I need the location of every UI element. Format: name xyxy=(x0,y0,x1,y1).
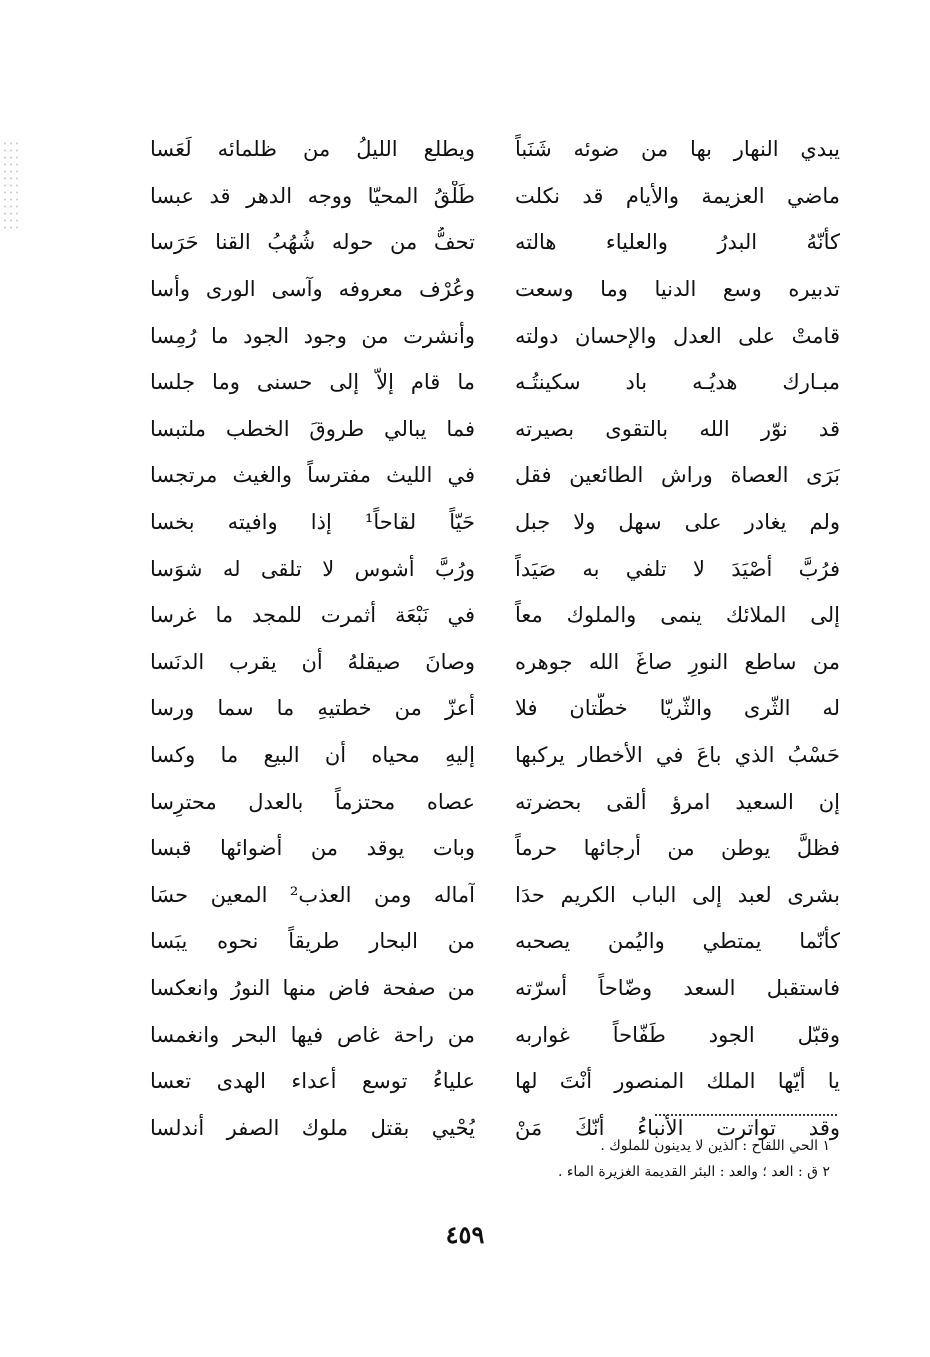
footnote-1: ١ الحي اللقاح : الذين لا يدينون للملوك . xyxy=(600,1138,830,1154)
verse-line xyxy=(150,592,840,639)
verse-second-hemistich: آماله ومن العذب² المعين حسَا xyxy=(150,882,475,907)
footnote-2: ٢ ق : العد ؛ والعد : البئر القديمة الغزيرة الماء . xyxy=(557,1164,830,1180)
verse-line xyxy=(150,406,840,453)
verse-first-hemistich: فرُبَّ أصْيَدَ لا تلفي به صَيَداً xyxy=(515,556,840,581)
verse-line xyxy=(150,312,840,359)
verse-first-hemistich: يا أيّها الملك المنصور أنْتَ لها xyxy=(515,1069,840,1094)
verse-first-hemistich: وقبّل الجود طَفّاحاً غواربه xyxy=(515,1022,840,1047)
verse-second-hemistich: طَلْقُ المحيّا ووجه الدهر قد عبسا xyxy=(150,183,475,208)
verse-second-hemistich: فما يبالي طروقَ الخطب ملتبسا xyxy=(150,416,475,441)
scan-speckle xyxy=(2,140,20,230)
verse-line xyxy=(150,359,840,406)
verse-first-hemistich: تدبيره وسع الدنيا وما وسعت xyxy=(515,277,840,302)
verse-second-hemistich: في نَبْعَة أثمرت للمجد ما غرسا xyxy=(150,603,475,628)
verse-line xyxy=(150,499,840,546)
poem-body xyxy=(150,126,840,1151)
verse-first-hemistich: فظلَّ يوطن من أرجائها حرماً xyxy=(515,836,840,861)
verse-first-hemistich: يبدي النهار بها من ضوئه شَنَباً xyxy=(515,137,840,162)
verse-line xyxy=(150,219,840,266)
verse-line xyxy=(150,1011,840,1058)
verse-second-hemistich: ويطلع الليلُ من ظلمائه لَعَسا xyxy=(150,137,475,162)
verse-line xyxy=(150,452,840,499)
verse-first-hemistich: إلى الملائك ينمى والملوك معاً xyxy=(515,603,840,628)
verse-first-hemistich: كأنّهُ البدرُ والعلياء هالته xyxy=(515,230,840,255)
verse-second-hemistich: إليهِ محياه أن البيع ما وكسا xyxy=(150,743,475,768)
verse-first-hemistich: مبـارك هديُـه باد سكينتُـه xyxy=(515,370,840,395)
verse-second-hemistich: من صفحة فاض منها النورُ وانعكسا xyxy=(150,975,475,1000)
verse-line xyxy=(150,173,840,220)
verse-first-hemistich: ماضي العزيمة والأيام قد نكلت xyxy=(515,183,840,208)
verse-second-hemistich: عصاه محتزماً بالعدل محترِسا xyxy=(150,789,475,814)
verse-line xyxy=(150,872,840,919)
verse-first-hemistich: له الثّرى والثّريّا خطّتان فلا xyxy=(515,696,840,721)
verse-first-hemistich: بَرَى العصاة وراش الطائعين فقل xyxy=(515,463,840,488)
verse-second-hemistich: تحفُّ من حوله شُهُبُ القنا حَرَسا xyxy=(150,230,475,255)
verse-second-hemistich: وأنشرت من وجود الجود ما رُمِسا xyxy=(150,323,475,348)
verse-line xyxy=(150,266,840,313)
verse-first-hemistich: من ساطع النورِ صاغَ الله جوهره xyxy=(515,649,840,674)
footnote-separator xyxy=(655,1114,837,1116)
verse-first-hemistich: حَسْبُ الذي باعَ في الأخطار يركبها xyxy=(515,743,840,768)
verse-second-hemistich: في الليث مفترساً والغيث مرتجسا xyxy=(150,463,475,488)
verse-first-hemistich: ولم يغادر على سهل ولا جبل xyxy=(515,510,840,535)
verse-second-hemistich: من راحة غاص فيها البحر وانغمسا xyxy=(150,1022,475,1047)
verse-line xyxy=(150,126,840,173)
verse-line xyxy=(150,965,840,1012)
verse-line xyxy=(150,732,840,779)
verse-second-hemistich: من البحار طريقاً نحوه يبَسا xyxy=(150,929,475,954)
verse-second-hemistich: وبات يوقد من أضوائها قبسا xyxy=(150,836,475,861)
verse-first-hemistich: كأنّما يمتطي واليُمن يصحبه xyxy=(515,929,840,954)
verse-first-hemistich: وقد تواترت الأنباءُ أنّكَ مَنْ xyxy=(515,1115,840,1140)
verse-line xyxy=(150,918,840,965)
verse-second-hemistich: علياءُ توسع أعداء الهدى تعسا xyxy=(150,1069,475,1094)
verse-second-hemistich: ورُبَّ أشوس لا تلقى له شوَسا xyxy=(150,556,475,581)
verse-second-hemistich: حَيّاً لقاحاً¹ إذا وافيته بخسا xyxy=(150,510,475,535)
verse-line xyxy=(150,685,840,732)
verse-line xyxy=(150,545,840,592)
verse-second-hemistich: أعزّ من خطتيهِ ما سما ورسا xyxy=(150,696,475,721)
verse-line xyxy=(150,1058,840,1105)
verse-first-hemistich: قد نوّر الله بالتقوى بصيرته xyxy=(515,416,840,441)
verse-line xyxy=(150,825,840,872)
verse-first-hemistich: قامتْ على العدل والإحسان دولته xyxy=(515,323,840,348)
verse-line xyxy=(150,639,840,686)
verse-second-hemistich: وصانَ صيقلهُ أن يقرب الدنَسا xyxy=(150,649,475,674)
verse-second-hemistich: ما قام إلاّ إلى حسنى وما جلسا xyxy=(150,370,475,395)
page-number: ٤٥٩ xyxy=(445,1220,485,1249)
footnotes xyxy=(210,1133,830,1185)
verse-first-hemistich: إن السعيد امرؤ ألقى بحضرته xyxy=(515,789,840,814)
verse-first-hemistich: فاستقبل السعد وضّاحاً أسرّته xyxy=(515,975,840,1000)
verse-second-hemistich: يُحْيي بقتل ملوك الصفر أندلسا xyxy=(150,1115,475,1140)
verse-second-hemistich: وعُرْف معروفه وآسى الورى وأسا xyxy=(150,277,475,302)
verse-line xyxy=(150,778,840,825)
verse-first-hemistich: بشرى لعبد إلى الباب الكريم حدَا xyxy=(515,882,840,907)
